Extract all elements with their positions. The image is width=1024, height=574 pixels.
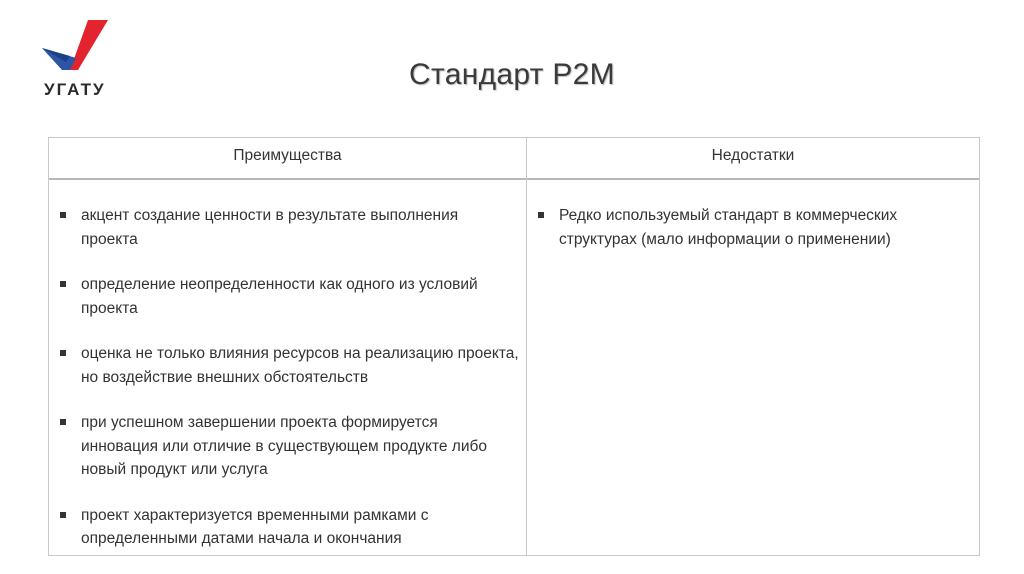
bullet-icon bbox=[538, 212, 544, 218]
list-item-text: при успешном завершении проекта формируется инновация или отличие в существующем продукте либо новый продукт или услуга bbox=[81, 414, 487, 478]
list-item-text: определение неопределенности как одного из условий проекта bbox=[81, 276, 478, 317]
page-title: Стандарт P2M bbox=[409, 58, 615, 91]
disadvantages-list bbox=[537, 204, 967, 251]
column-divider bbox=[526, 138, 527, 555]
header-disadvantages: Недостатки bbox=[711, 147, 795, 164]
disadvantages-column bbox=[537, 204, 967, 273]
advantages-column bbox=[59, 204, 519, 573]
list-item bbox=[59, 342, 519, 389]
bullet-icon bbox=[60, 512, 66, 518]
list-item-text: Редко используемый стандарт в коммерческих структурах (мало информации о применении) bbox=[559, 207, 898, 248]
bullet-icon bbox=[60, 419, 66, 425]
list-item bbox=[59, 504, 519, 551]
list-item-text: проект характеризуется временными рамками с определенными датами начала и окончания bbox=[81, 506, 429, 547]
table-header-row bbox=[49, 138, 979, 180]
list-item-text: оценка не только влияния ресурсов на реализацию проекта, но воздействие внешних обстоятельств bbox=[81, 345, 519, 386]
bullet-icon bbox=[60, 212, 66, 218]
logo-text: УГАТУ bbox=[44, 80, 106, 99]
list-item bbox=[537, 204, 967, 251]
header-advantages: Преимущества bbox=[233, 147, 342, 164]
bullet-icon bbox=[60, 281, 66, 287]
comparison-table bbox=[48, 137, 980, 556]
list-item bbox=[59, 273, 519, 320]
bullet-icon bbox=[60, 350, 66, 356]
list-item bbox=[59, 411, 519, 482]
advantages-list bbox=[59, 204, 519, 551]
list-item bbox=[59, 204, 519, 251]
list-item-text: акцент создание ценности в результате выполнения проекта bbox=[81, 207, 459, 248]
